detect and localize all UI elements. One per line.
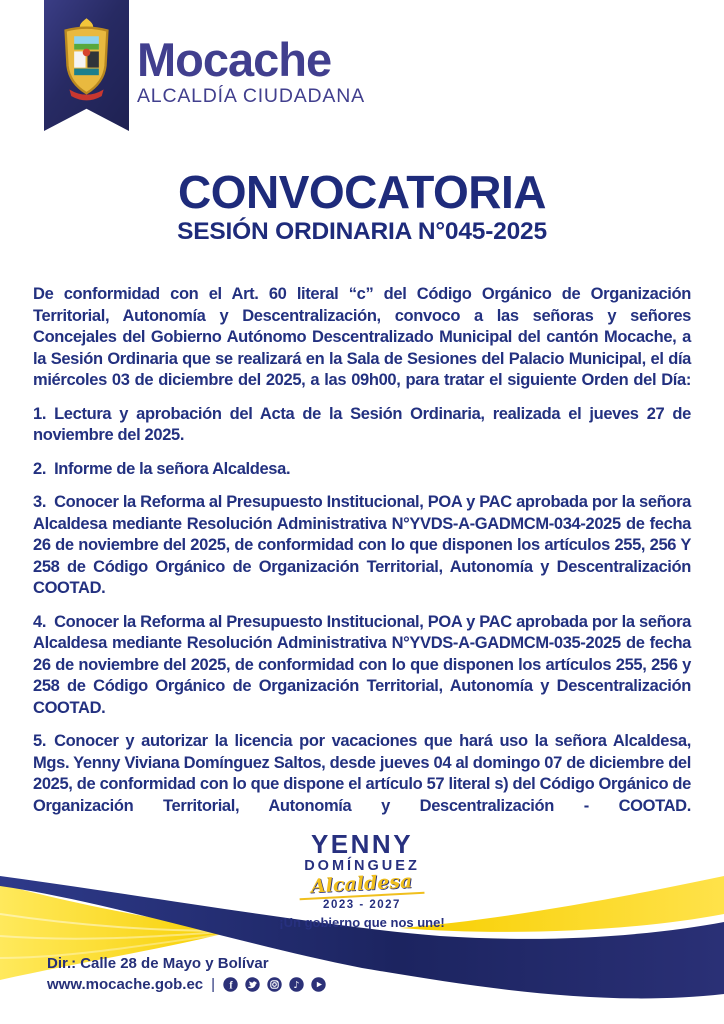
agenda-item-number: 3.	[33, 493, 47, 511]
agenda-item-number: 5.	[33, 732, 47, 750]
page-subtitle: SESIÓN ORDINARIA N°045-2025	[177, 218, 547, 246]
document-body	[33, 284, 691, 829]
header-ribbon-banner	[44, 0, 129, 131]
address-text: Calle 28 de Mayo y Bolívar	[80, 955, 269, 972]
tiktok-icon[interactable]	[289, 977, 304, 992]
agenda-item-number: 2.	[33, 459, 47, 478]
youtube-icon[interactable]	[311, 977, 326, 992]
website-link[interactable]: www.mocache.gob.ec	[47, 976, 204, 993]
instagram-icon[interactable]	[267, 977, 282, 992]
agenda-item-text: Conocer y autorizar la licencia por vacaciones que hará uso la señora Alcaldesa, Mgs. Yenny Viviana Domínguez Saltos, desde jueves 04 al domingo 07 de diciembre del 2025, de conformidad con lo que dispone el artículo 57 literal s) del Código Orgánico de Organización Territorial, Autonomía y Descentralización - COOTAD.	[33, 732, 691, 815]
svg-text:♪: ♪	[293, 980, 300, 991]
agenda-item-number: 4.	[33, 612, 47, 631]
agenda-item-1	[33, 404, 691, 447]
contact-block	[47, 953, 329, 995]
address-label: Dir.:	[47, 955, 77, 972]
separator: |	[211, 976, 216, 993]
brand-block	[137, 33, 365, 108]
campaign-role-script: Alcaldesa	[299, 870, 425, 900]
agenda-item-4	[33, 612, 691, 720]
campaign-logo	[0, 831, 724, 929]
page-title: CONVOCATORIA	[178, 166, 546, 218]
address-line	[47, 953, 329, 974]
agenda-item-text: Informe de la señora Alcaldesa.	[54, 459, 291, 478]
brand-subtitle: ALCALDÍA CIUDADANA	[137, 85, 365, 107]
agenda-item-3	[33, 492, 691, 600]
campaign-first-name: YENNY	[310, 829, 414, 859]
agenda-item-number: 1.	[33, 404, 47, 423]
facebook-icon[interactable]	[223, 977, 238, 992]
agenda-item-2	[33, 459, 691, 481]
campaign-surname: DOMÍNGUEZ	[304, 858, 420, 874]
agenda-item-text: Conocer la Reforma al Presupuesto Institucional, POA y PAC aprobada por la señora Alcaldesa mediante Resolución Administrativa N°YVDS-A-GADMCM-035-2025 de fecha 26 de noviembre del 2025, de conformidad con lo que disponen los artículos 255, 256 y 258 de Código Orgánico de Organización Territorial, Autonomía y Descentralización COOTAD.	[33, 612, 691, 717]
campaign-term: 2023 - 2027	[323, 898, 401, 911]
twitter-icon[interactable]	[245, 977, 260, 992]
agenda-item-5	[33, 731, 691, 817]
website-line	[47, 974, 329, 995]
campaign-slogan: ¡Un gobierno que nos une!	[279, 915, 445, 930]
agenda-item-text: Lectura y aprobación del Acta de la Sesión Ordinaria, realizada el jueves 27 de noviembre del 2025.	[33, 404, 691, 444]
intro-paragraph: De conformidad con el Art. 60 literal “c” del Código Orgánico de Organización Territorial, Autonomía y Descentralización, convoco a las señoras y señores Concejales del Gobierno Autónomo Descentralizado Municipal del cantón Mocache, a la Sesión Ordinaria que se realizará en la Sala de Sesiones del Palacio Municipal, el día miércoles 03 de diciembre del 2025, a las 09h00, para tratar el siguiente Orden del Día:	[33, 285, 691, 389]
brand-name: Mocache	[137, 33, 332, 86]
title-block	[0, 168, 724, 246]
mocache-coat-of-arms-icon	[58, 16, 115, 104]
agenda-item-text: Conocer la Reforma al Presupuesto Institucional, POA y PAC aprobada por la señora Alcaldesa mediante Resolución Administrativa N°YVDS-A-GADMCM-034-2025 de fecha 26 de noviembre del 2025, de conformidad con lo que disponen los artículos 255, 256 Y 258 de Código Orgánico de Organización Territorial, Autonomía y Descentralización COOTAD.	[33, 493, 691, 597]
svg-text:f: f	[229, 980, 233, 992]
